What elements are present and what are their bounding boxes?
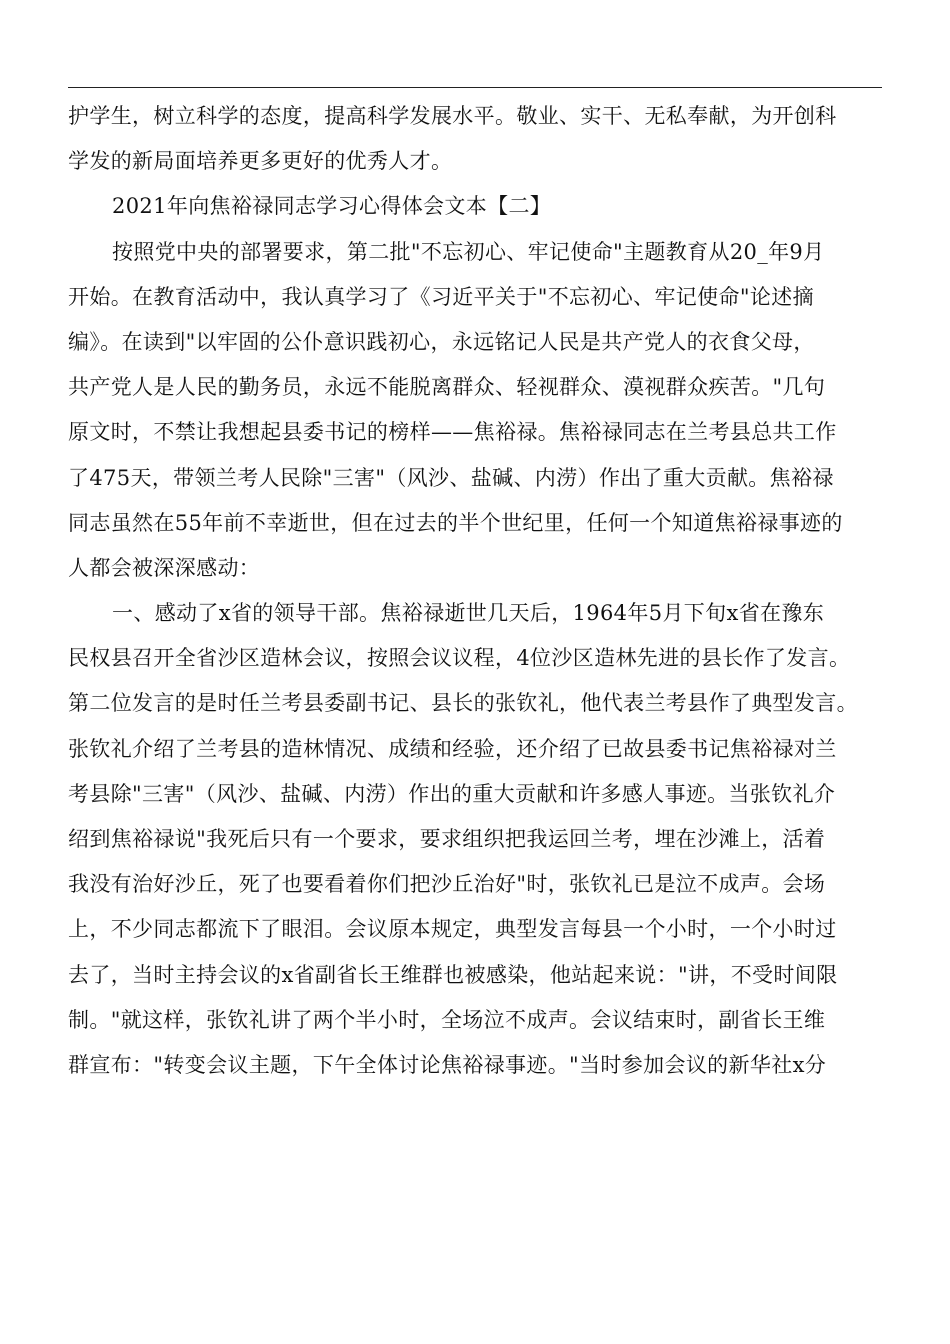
paragraph-line: 上，不少同志都流下了眼泪。会议原本规定，典型发言每县一个小时，一个小时过 [68, 917, 837, 942]
paragraph-line: 学发的新局面培养更多更好的优秀人才。 [68, 149, 453, 174]
document-body [68, 94, 882, 1088]
paragraph-line: 一、感动了x省的领导干部。焦裕禄逝世几天后，1964年5月下旬x省在豫东 [112, 601, 825, 626]
paragraph-line: 我没有治好沙丘，死了也要看着你们把沙丘治好"时，张钦礼已是泣不成声。会场 [68, 872, 826, 897]
section-heading: 2021年向焦裕禄同志学习心得体会文本【二】 [112, 194, 552, 219]
paragraph-line: 民权县召开全省沙区造林会议，按照会议议程，4位沙区造林先进的县长作了发言。 [68, 646, 851, 671]
paragraph-line: 原文时，不禁让我想起县委书记的榜样——焦裕禄。焦裕禄同志在兰考县总共工作 [68, 420, 837, 445]
paragraph-line: 共产党人是人民的勤务员，永远不能脱离群众、轻视群众、漠视群众疾苦。"几句 [68, 375, 826, 400]
paragraph-line: 编》。在读到"以牢固的公仆意识践初心，永远铭记人民是共产党人的衣食父母， [68, 329, 815, 354]
paragraph-line: 张钦礼介绍了兰考县的造林情况、成绩和经验，还介绍了已故县委书记焦裕禄对兰 [68, 736, 837, 761]
paragraph-line: 群宣布："转变会议主题，下午全体讨论焦裕禄事迹。"当时参加会议的新华社x分 [68, 1052, 827, 1077]
paragraph-line: 人都会被深深感动： [68, 555, 261, 580]
paragraph-line: 第二位发言的是时任兰考县委副书记、县长的张钦礼，他代表兰考县作了典型发言。 [68, 691, 858, 716]
paragraph-line: 按照党中央的部署要求，第二批"不忘初心、牢记使命"主题教育从20_年9月 [112, 239, 825, 264]
paragraph-line: 考县除"三害"（风沙、盐碱、内涝）作出的重大贡献和许多感人事迹。当张钦礼介 [68, 781, 836, 806]
header-rule [68, 87, 882, 88]
paragraph-line: 了475天，带领兰考人民除"三害"（风沙、盐碱、内涝）作出了重大贡献。焦裕禄 [68, 465, 834, 490]
paragraph-line: 制。"就这样，张钦礼讲了两个半小时，全场泣不成声。会议结束时，副省长王维 [68, 1007, 826, 1032]
paragraph-line: 绍到焦裕禄说"我死后只有一个要求，要求组织把我运回兰考，埋在沙滩上，活着 [68, 827, 826, 851]
paragraph-line: 开始。在教育活动中，我认真学习了《习近平关于"不忘初心、牢记使命"论述摘 [68, 284, 814, 309]
paragraph-line: 同志虽然在55年前不幸逝世，但在过去的半个世纪里，任何一个知道焦裕禄事迹的 [68, 510, 843, 535]
paragraph-line: 护学生，树立科学的态度，提高科学发展水平。敬业、实干、无私奉献，为开创科 [68, 104, 837, 128]
paragraph-line: 去了，当时主持会议的x省副省长王维群也被感染，他站起来说："讲，不受时间限 [68, 962, 838, 987]
